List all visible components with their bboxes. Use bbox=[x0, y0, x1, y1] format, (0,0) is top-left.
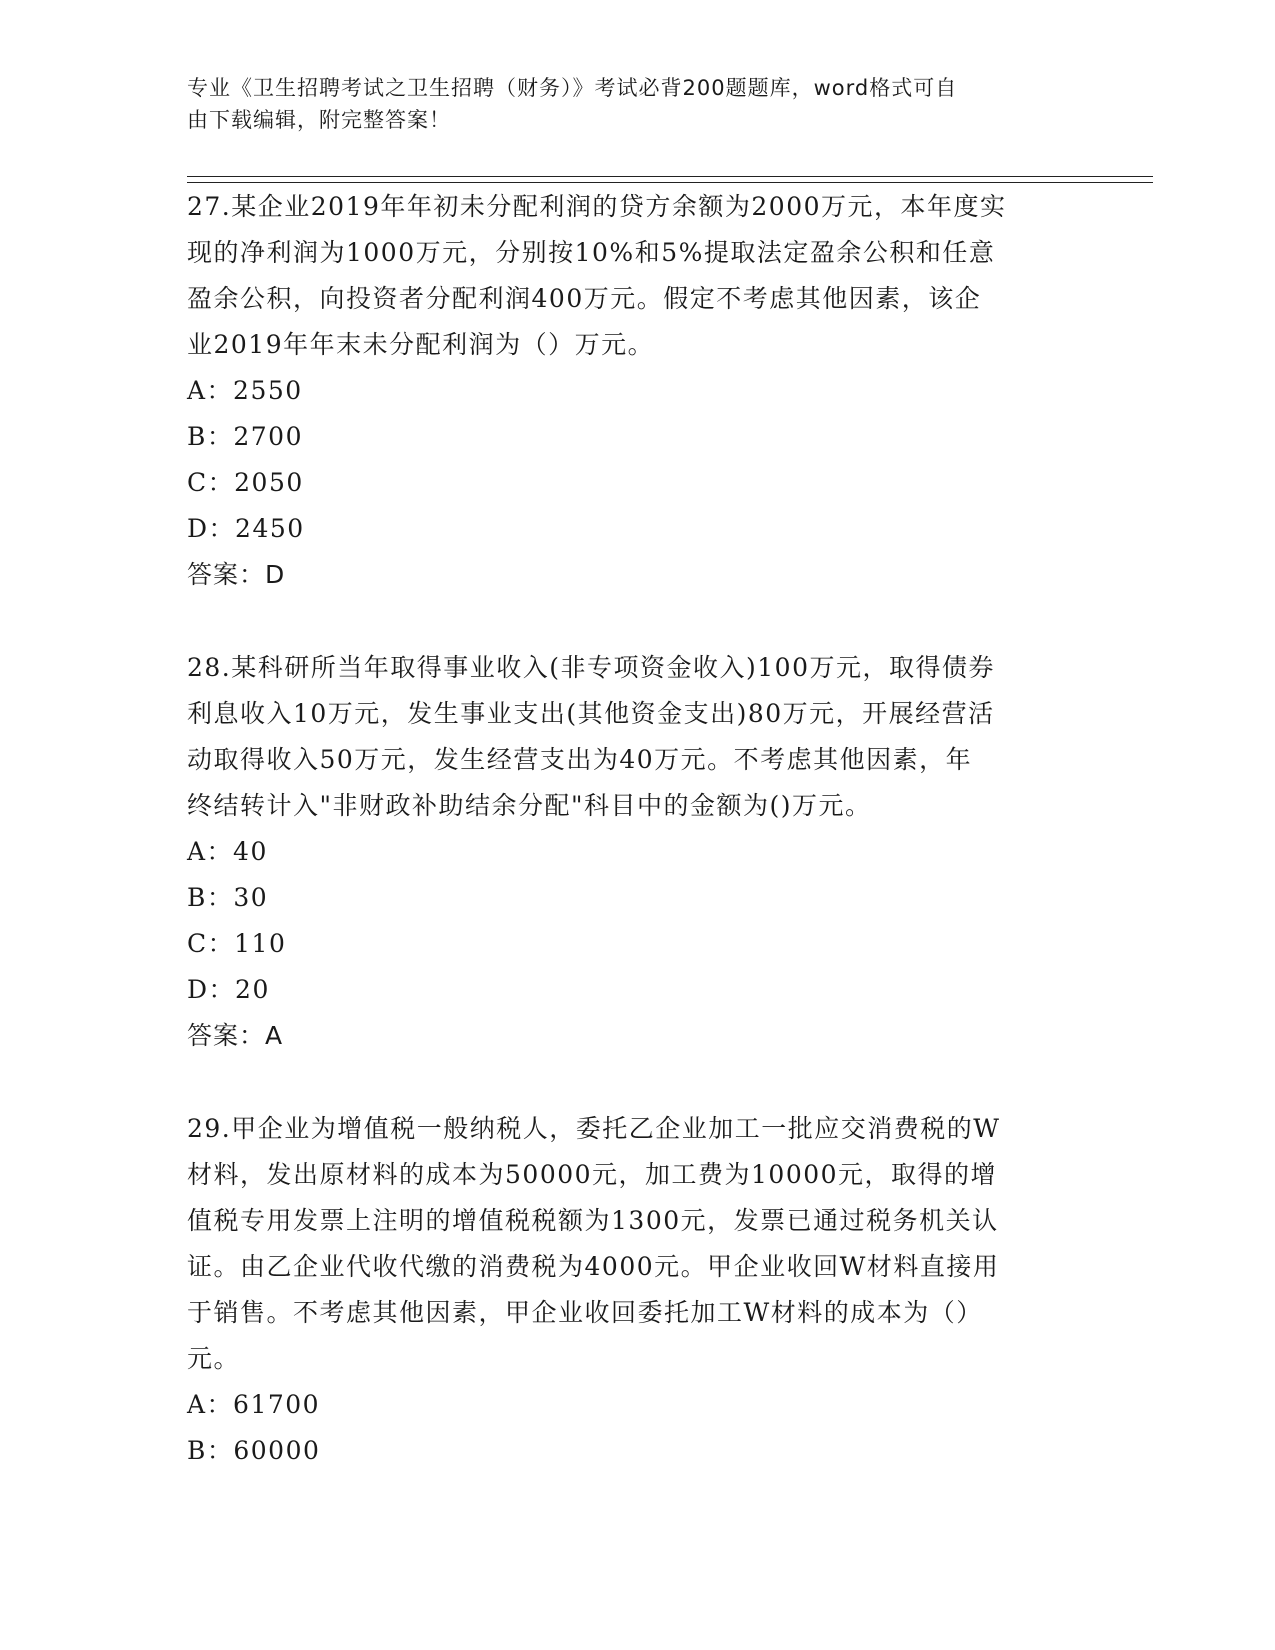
question-text-line: 28.某科研所当年取得事业收入(非专项资金收入)100万元，取得债券 bbox=[187, 653, 995, 682]
question-text-line: 动取得收入50万元，发生经营支出为40万元。不考虑其他因素，年 bbox=[187, 745, 973, 774]
question-29 bbox=[187, 1106, 1087, 1474]
question-text-line: 终结转计入"非财政补助结余分配"科目中的金额为()万元。 bbox=[187, 791, 872, 820]
document-header bbox=[187, 72, 1067, 136]
question-27 bbox=[187, 184, 1087, 598]
header-line-2: 由下载编辑，附完整答案！ bbox=[187, 108, 451, 132]
option-b: B：2700 bbox=[187, 422, 303, 451]
option-a: A：2550 bbox=[187, 376, 303, 405]
option-b: B：60000 bbox=[187, 1436, 321, 1465]
question-text-line: 29.甲企业为增值税一般纳税人，委托乙企业加工一批应交消费税的W bbox=[187, 1114, 1001, 1143]
question-text-line: 利息收入10万元，发生事业支出(其他资金支出)80万元，开展经营活 bbox=[187, 699, 995, 728]
question-text-line: 值税专用发票上注明的增值税税额为1300元，发票已通过税务机关认 bbox=[187, 1206, 999, 1235]
question-text-line: 于销售。不考虑其他因素，甲企业收回委托加工W材料的成本为（） bbox=[187, 1298, 983, 1327]
question-text-line: 盈余公积，向投资者分配利润400万元。假定不考虑其他因素，该企 bbox=[187, 284, 982, 313]
question-text-line: 业2019年年末未分配利润为（）万元。 bbox=[187, 330, 655, 359]
option-a: A：61700 bbox=[187, 1390, 321, 1419]
header-divider-top bbox=[187, 176, 1153, 177]
header-divider-bottom bbox=[187, 182, 1153, 183]
option-b: B：30 bbox=[187, 883, 269, 912]
option-c: C：110 bbox=[187, 929, 287, 958]
answer: 答案：D bbox=[187, 560, 286, 589]
question-28 bbox=[187, 645, 1087, 1059]
option-a: A：40 bbox=[187, 837, 268, 866]
answer: 答案：A bbox=[187, 1021, 284, 1050]
header-line-1: 专业《卫生招聘考试之卫生招聘（财务）》考试必背200题题库，word格式可自 bbox=[187, 76, 958, 100]
question-text-line: 元。 bbox=[187, 1344, 241, 1373]
option-d: D：2450 bbox=[187, 514, 305, 543]
question-text-line: 证。由乙企业代收代缴的消费税为4000元。甲企业收回W材料直接用 bbox=[187, 1252, 1000, 1281]
option-c: C：2050 bbox=[187, 468, 304, 497]
question-text-line: 材料，发出原材料的成本为50000元，加工费为10000元，取得的增 bbox=[187, 1160, 998, 1189]
question-text-line: 现的净利润为1000万元，分别按10%和5%提取法定盈余公积和任意 bbox=[187, 238, 996, 267]
question-text-line: 27.某企业2019年年初未分配利润的贷方余额为2000万元，本年度实 bbox=[187, 192, 1007, 221]
option-d: D：20 bbox=[187, 975, 270, 1004]
